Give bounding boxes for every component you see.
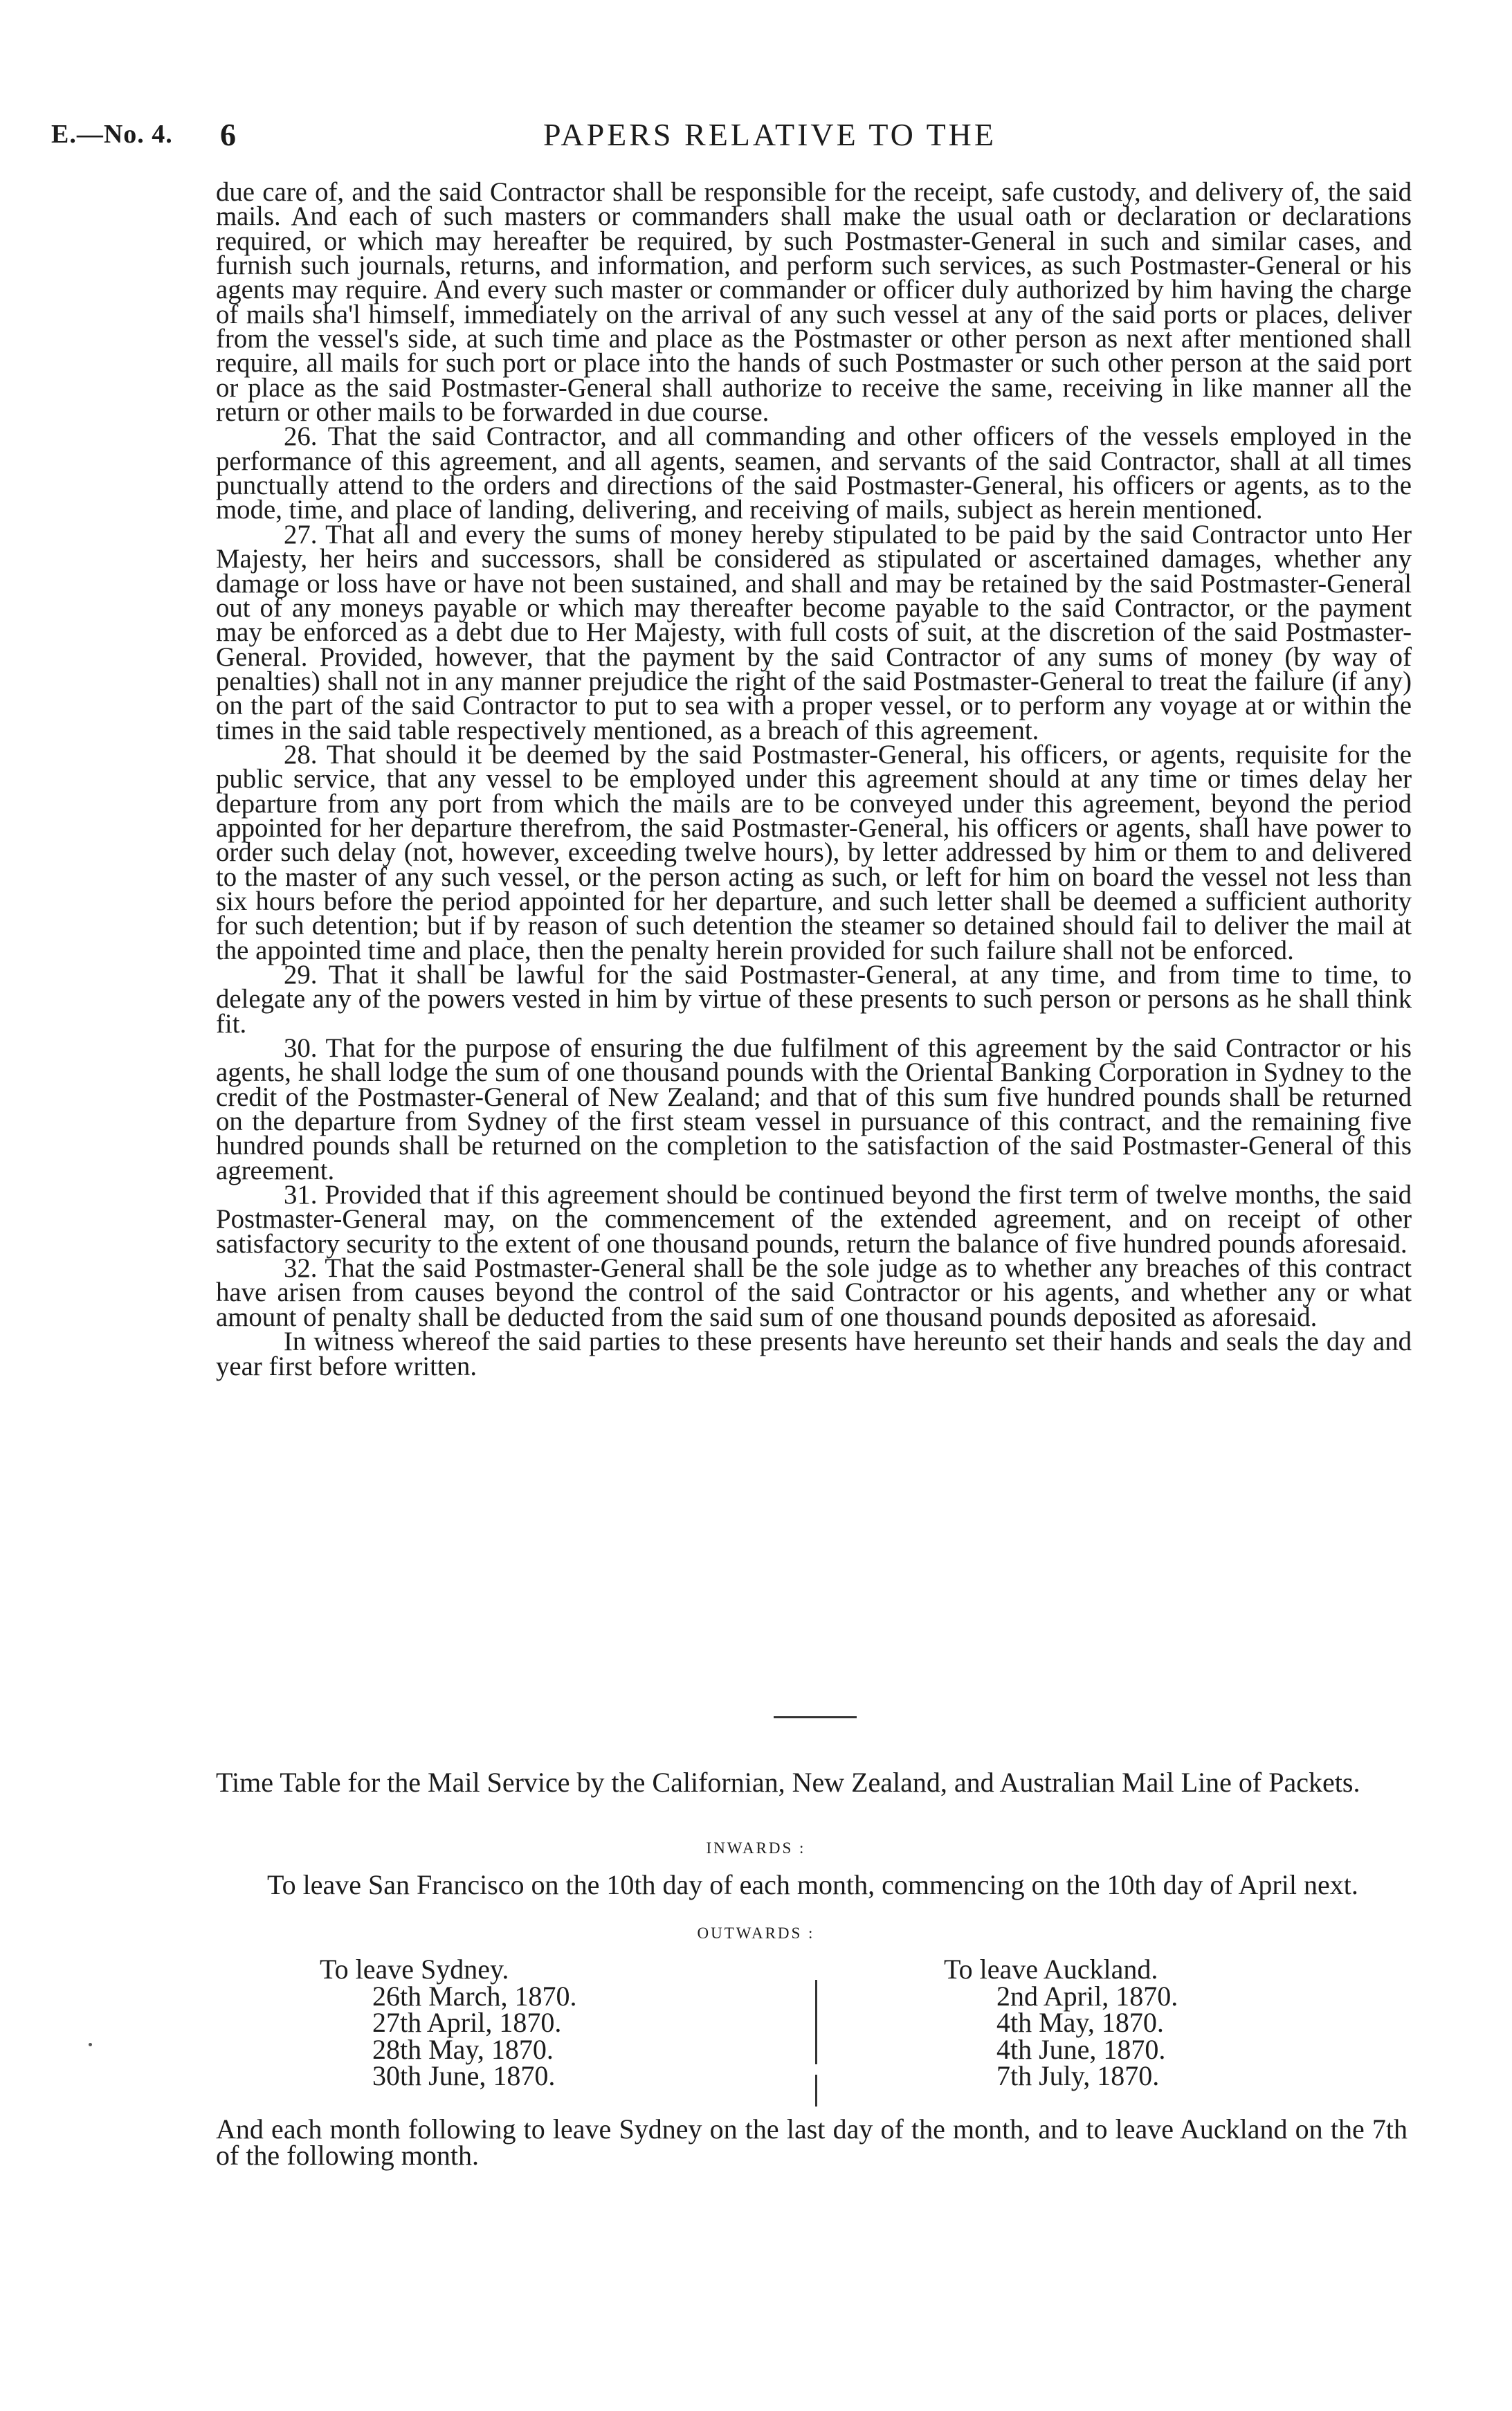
auckland-date: 4th May, 1870. xyxy=(996,2007,1164,2038)
clause-32: 32. That the said Postmaster-General shall be the sole judge as to whether any breaches of this contract have arisen from causes beyond the control of the said Contractor or his agents, and whether any or what amount of penalty shall be deducted from the said sum of one thousand pounds deposited as aforesaid. xyxy=(216,1253,1412,1332)
column-divider xyxy=(815,2075,817,2107)
sydney-column xyxy=(320,1956,577,2090)
agreement-text xyxy=(216,177,1412,1381)
clause-26: 26. That the said Contractor, and all commanding and other officers of the vessels employed in the performance of this agreement, and all agents, seamen, and servants of the said Contractor, shall at all times punctually attend to the orders and directions of the said Postmaster-General, his officers or agents, as to the mode, time, and place of landing, delivering, and receiving of mails, subject as herein mentioned. xyxy=(216,421,1412,525)
auckland-date: 2nd April, 1870. xyxy=(996,1980,1178,2012)
auckland-date: 4th June, 1870. xyxy=(996,2033,1166,2065)
sydney-date: 28th May, 1870. xyxy=(372,2033,554,2065)
auckland-column xyxy=(944,1956,1178,2090)
clause-27: 27. That all and every the sums of money hereby stipulated to be paid by the said Contractor unto Her Majesty, her heirs and successors, shall be considered as stipulated or ascertained damages, whether any damage or loss have or have not been sustained, and shall and may be retained by the said Postmaster-General out of any moneys payable or which may thereafter become payable to the said Contractor, or the payment may be enforced as a debt due to Her Majesty, with full costs of suit, at the discretion of the said Postmaster-General. Provided, however, that the payment by the said Contractor of any sums of money (by way of penalties) shall not in any manner prejudice the right of the said Postmaster-General to treat the failure (if any) on the part of the said Contractor to put to sea with a proper vessel, or to perform any voyage at or within the times in the said table respectively mentioned, as a breach of this agreement. xyxy=(216,519,1412,745)
clause-31: 31. Provided that if this agreement should be continued beyond the first term of twelve months, the said Postmaster-General may, on the commencement of the extended agreement, and on receipt of other satisfactory security to the extent of one thousand pounds, return the balance of five hundred pounds aforesaid. xyxy=(216,1180,1412,1259)
inwards-heading: INWARDS : xyxy=(706,1839,806,1857)
outwards-heading: OUTWARDS : xyxy=(697,1925,815,1942)
document-reference: E.—No. 4. xyxy=(51,120,173,149)
running-title: PAPERS RELATIVE TO THE xyxy=(543,117,996,152)
auckland-heading: To leave Auckland. xyxy=(944,1954,1158,1985)
sydney-date: 30th June, 1870. xyxy=(372,2060,556,2091)
section-divider xyxy=(774,1716,857,1718)
page-header xyxy=(0,116,1512,158)
timetable-closing-note: And each month following to leave Sydney on the last day of the month, and to leave Auckland on the 7th of the following month. xyxy=(216,2113,1408,2171)
inwards-text: To leave San Francisco on the 10th day of each month, commencing on the 10th day of April next. xyxy=(267,1869,1358,1900)
sydney-date: 27th April, 1870. xyxy=(372,2007,562,2038)
clause-30: 30. That for the purpose of ensuring the due fulfilment of this agreement by the said Contractor or his agents, he shall lodge the sum of one thousand pounds with the Oriental Banking Corporation in Sydney to the credit of the Postmaster-General of New Zealand; and that of this sum five hundred pounds shall be returned on the departure from Sydney of the first steam vessel in pursuance of this contract, and the remaining five hundred pounds shall be returned on the completion to the satisfaction of the said Postmaster-General of this agreement. xyxy=(216,1033,1412,1185)
sydney-date: 26th March, 1870. xyxy=(372,1980,577,2012)
paragraph-continued: due care of, and the said Contractor shall be responsible for the receipt, safe custody, and delivery of, the said mails. And each of such masters or commanders shall make the usual oath or declaration or declarations required, or which may hereafter be required, by such Postmaster-General in such and similar cases, and furnish such journals, returns, and information, and perform such services, as such Postmaster-General or his agents may require. And every such master or commander or officer duly authorized by him having the charge of mails sha'l himself, immediately on the arrival of any such vessel at any of the said ports or places, deliver from the vessel's side, at such time and place as the Postmaster or other person as next after mentioned shall require, all mails for such port or place into the hands of such Postmaster or such other person at the said port or place as the said Postmaster-General shall authorize to receive the same, receiving in like manner all the return or other mails to be forwarded in due course. xyxy=(216,177,1412,428)
column-divider xyxy=(815,1980,817,2064)
auckland-date: 7th July, 1870. xyxy=(996,2060,1160,2091)
witness-clause: In witness whereof the said parties to these presents have hereunto set their hands and seals the day and year first before written. xyxy=(216,1327,1412,1381)
sydney-heading: To leave Sydney. xyxy=(320,1954,509,1985)
clause-28: 28. That should it be deemed by the said Postmaster-General, his officers, or agents, requisite for the public service, that any vessel to be employed under this agreement should at any time or times delay her departure from any port from which the mails are to be conveyed under this agreement, beyond the period appointed for her departure therefrom, the said Postmaster-General, his officers or agents, shall have power to order such delay (not, however, exceeding twelve hours), by letter addressed by him or them to and delivered to the master of any such vessel, or the person acting as such, or left for him on board the vessel not less than six hours before the period appointed for her departure, and such letter shall be deemed a sufficient authority for such detention; but if by reason of such detention the steamer so detained should fail to deliver the mail at the appointed time and place, then the penalty herein provided for such failure shall not be enforced. xyxy=(216,739,1412,965)
page-number: 6 xyxy=(220,117,236,152)
print-speck xyxy=(89,2043,92,2046)
clause-29: 29. That it shall be lawful for the said Postmaster-General, at any time, and from time to time, to delegate any of the powers vested in him by virtue of these presents to such person or persons as he shall think fit. xyxy=(216,960,1412,1039)
timetable-title: Time Table for the Mail Service by the Californian, New Zealand, and Australian Mail Line of Packets. xyxy=(216,1767,1360,1798)
